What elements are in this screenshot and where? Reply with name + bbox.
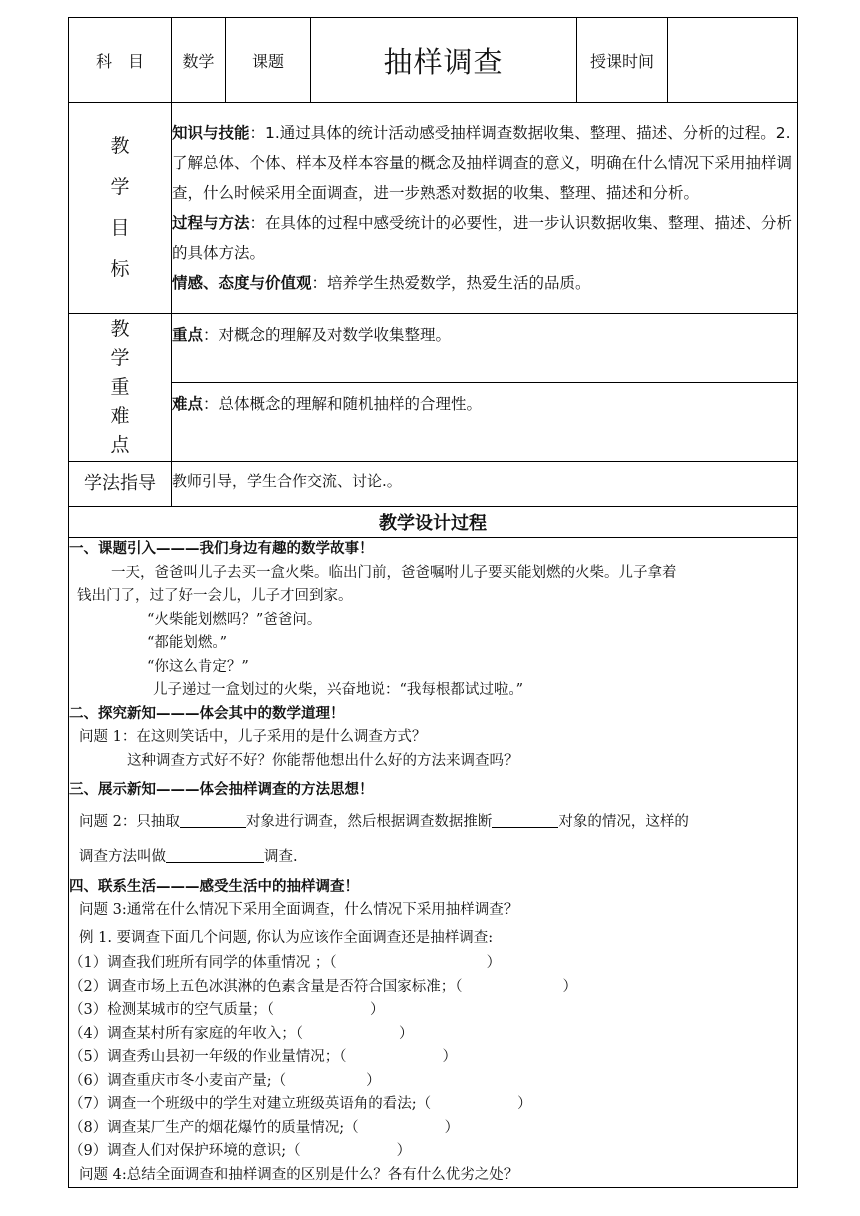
story-line-4: “都能划燃。”	[147, 635, 228, 651]
section-3-title: 三、展示新知———体会抽样调查的方法思想！	[69, 782, 374, 798]
objectives-label: 教 学 目 标	[69, 103, 172, 314]
process-title-row	[69, 507, 798, 538]
process-objective: 过程与方法：在具体的过程中感受统计的必要性，进一步认识数据收集、整理、描述、分析的具体方法。	[172, 214, 793, 262]
blank-3[interactable]	[166, 848, 264, 863]
survey-item: （6）调查重庆市冬小麦亩产量;（ ）	[69, 1072, 381, 1089]
time-label: 授课时间	[577, 18, 668, 103]
question-4: 问题 4:总结全面调查和抽样调查的区别是什么？各有什么优劣之处？	[79, 1166, 519, 1183]
story-line-1: 一天，爸爸叫儿子去买一盒火柴。临出门前，爸爸嘱咐儿子要买能划燃的火柴。儿子拿着	[111, 564, 677, 581]
focus-content: 重点：对概念的理解及对数学收集整理。	[172, 314, 798, 383]
story-line-2: 钱出门了，过了好一会儿，儿子才回到家。	[77, 588, 353, 604]
method-content: 教师引导，学生合作交流、讨论.。	[172, 462, 798, 507]
question-3: 问题 3:通常在什么情况下采用全面调查，什么情况下采用抽样调查？	[79, 902, 519, 918]
survey-item: （3）检测某城市的空气质量；（ ）	[69, 1002, 385, 1018]
method-label: 学法指导	[69, 462, 172, 507]
topic-label: 课题	[226, 18, 311, 103]
survey-item: （4）调查某村所有家庭的年收入；（ ）	[69, 1025, 414, 1042]
process-body-row	[69, 538, 798, 1188]
survey-item: （8）调查某厂生产的烟花爆竹的质量情况;（ ）	[69, 1119, 460, 1136]
example-1: 例 1. 要调查下面几个问题, 你认为应该作全面调查还是抽样调查:	[79, 929, 494, 946]
difficulty-row	[69, 382, 798, 461]
objectives-content	[172, 103, 798, 314]
story-line-5: “你这么肯定？”	[147, 658, 249, 675]
section-2-title: 二、探究新知———体会其中的数学道理！	[69, 705, 345, 722]
story-line-6: 儿子递过一盒划过的火柴，兴奋地说：“我每根都试过啦。”	[153, 682, 524, 698]
blank-2[interactable]	[492, 813, 558, 828]
survey-item: （9）调查人们对保护环境的意识;（ ）	[69, 1143, 412, 1159]
key-points-label: 教 学 重 难 点	[69, 314, 172, 462]
header-row	[69, 18, 798, 103]
objectives-row	[69, 103, 798, 314]
survey-item: （1）调查我们班所有同学的体重情况 ；（ ）	[69, 955, 502, 971]
story-line-3: “火柴能划燃吗？”爸爸问。	[147, 611, 322, 628]
difficulty-content: 难点：总体概念的理解和随机抽样的合理性。	[172, 382, 798, 461]
section-1-title: 一、课题引入———我们身边有趣的数学故事！	[69, 541, 374, 557]
process-body	[69, 538, 798, 1188]
section-4-title: 四、联系生活———感受生活中的抽样调查！	[69, 878, 359, 895]
question-2-line-2: 调查方法叫做 调查.	[79, 849, 298, 865]
question-1-follow: 这种调查方式好不好？你能帮他想出什么好的方法来调查吗？	[127, 752, 519, 769]
survey-item: （5）调查秀山县初一年级的作业量情况；（ ）	[69, 1049, 457, 1065]
survey-item: （2）调查市场上五色冰淇淋的色素含量是否符合国家标准；（ ）	[69, 978, 577, 995]
blank-1[interactable]	[180, 813, 246, 828]
focus-row	[69, 314, 798, 383]
process-title: 教学设计过程	[69, 507, 798, 538]
lesson-plan-table	[68, 17, 798, 1188]
emotion-objective: 情感、态度与价值观：培养学生热爱数学，热爱生活的品质。	[172, 274, 591, 292]
method-row	[69, 462, 798, 507]
topic-title: 抽样调查	[311, 18, 577, 103]
survey-item: （7）调查一个班级中的学生对建立班级英语角的看法;（ ）	[69, 1096, 532, 1112]
subject-label: 科 目	[69, 18, 172, 103]
question-2-line-1: 问题 2：只抽取 对象进行调查，然后根据调查数据推断 对象的情况，这样的	[79, 813, 689, 830]
subject-value: 数学	[172, 18, 226, 103]
question-1: 问题 1：在这则笑话中，儿子采用的是什么调查方式？	[79, 729, 427, 745]
skill-objective: 知识与技能：1.通过具体的统计活动感受抽样调查数据收集、整理、描述、分析的过程。2.了解总体、个体、样本及样本容量的概念及抽样调查的意义，明确在什么情况下采用抽样调查，什么时候采用全面调查，进一步熟悉对数据的收集、整理、描述和分析。	[172, 124, 793, 202]
time-value	[668, 18, 798, 103]
